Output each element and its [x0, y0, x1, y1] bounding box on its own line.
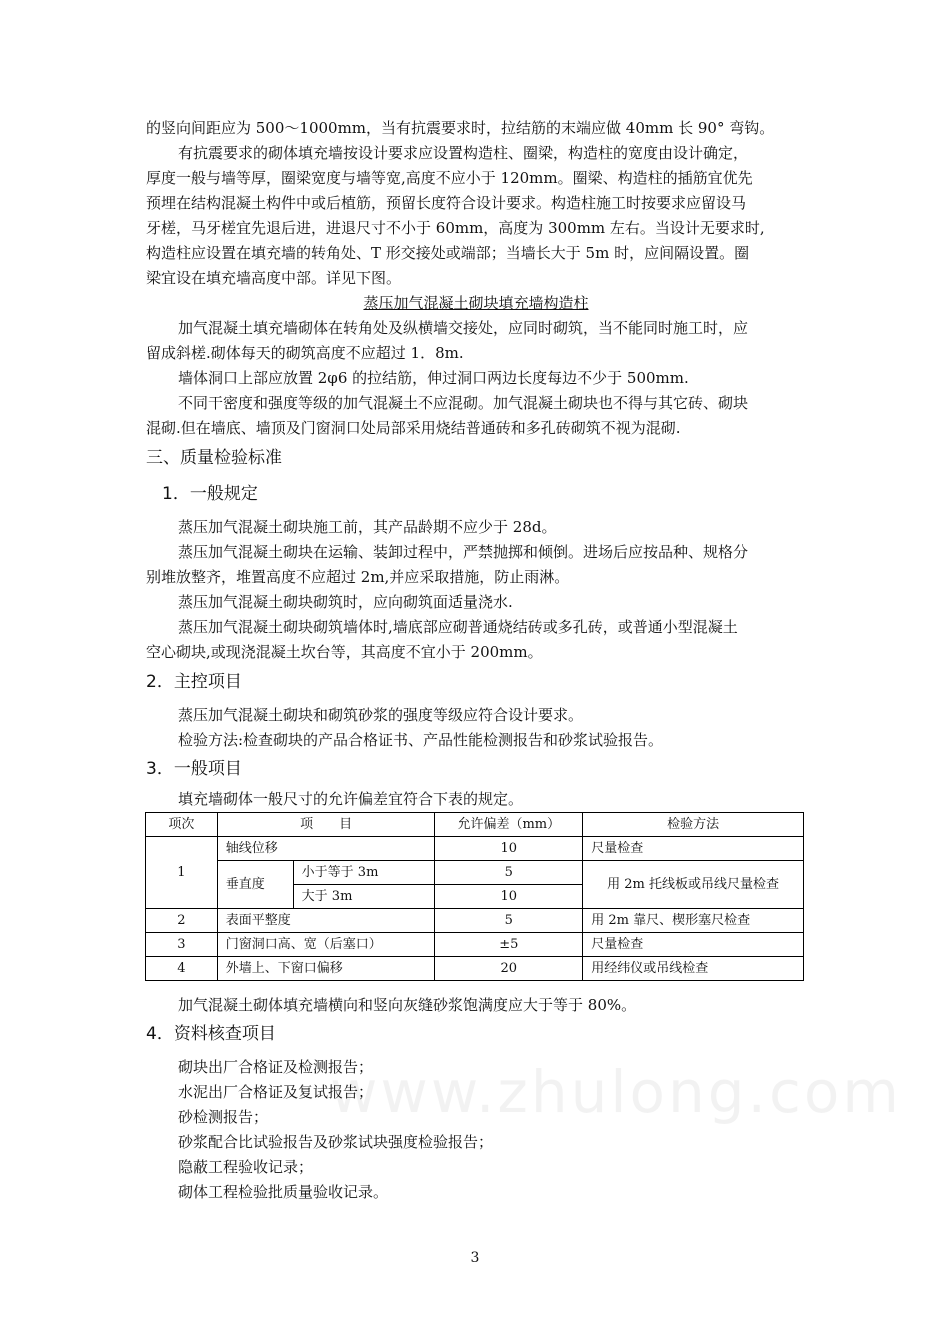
table-row — [146, 861, 804, 885]
paragraph-line: 构造柱应设置在填充墙的转角处、T 形交接处或端部；当墙长大于 5m 时，应间隔设置。圈 — [146, 244, 750, 262]
paragraph-line: 预埋在结构混凝土构件中或后植筋，预留长度符合设计要求。构造柱施工时按要求应留设马 — [146, 194, 747, 212]
paragraph-line: 厚度一般与墙等厚，圈梁宽度与墙等宽,高度不应小于 120mm。圈梁、构造柱的插筋宜优先 — [146, 169, 753, 187]
cell-method: 用 2m 托线板或吊线尺量检查 — [583, 861, 804, 909]
paragraph-line: 墙体洞口上部应放置 2φ6 的拉结筋，伸过洞口两边长度每边不少于 500mm. — [178, 369, 689, 387]
list-item: 水泥出厂合格证及复试报告； — [178, 1083, 374, 1101]
figure-caption[interactable]: 蒸压加气混凝土砌块填充墙构造柱 — [363, 294, 589, 312]
paragraph-line: 混砌.但在墙底、墙顶及门窗洞口处局部采用烧结普通砖和多孔砖砌筑不视为混砌. — [146, 419, 681, 437]
paragraph-line: 空心砌块,或现浇混凝土坎台等，其高度不宜小于 200mm。 — [146, 643, 543, 661]
list-item: 砂检测报告； — [178, 1108, 269, 1126]
cell-tolerance: 10 — [435, 837, 583, 861]
cell-method: 用 2m 靠尺、楔形塞尺检查 — [583, 909, 804, 933]
cell-subitem: 大于 3m — [293, 885, 435, 909]
cell-item: 表面平整度 — [217, 909, 435, 933]
watermark: www.zhulong.com — [330, 1058, 902, 1126]
header-method: 检验方法 — [583, 813, 804, 837]
table-row — [146, 837, 804, 861]
subsection-title: 3．一般项目 — [146, 759, 242, 779]
cell-subitem: 小于等于 3m — [293, 861, 435, 885]
paragraph-line: 别堆放整齐，堆置高度不应超过 2m,并应采取措施，防止雨淋。 — [146, 568, 570, 586]
list-item: 砂浆配合比试验报告及砂浆试块强度检验报告； — [178, 1133, 494, 1151]
list-item: 隐蔽工程验收记录； — [178, 1158, 314, 1176]
cell-no: 1 — [146, 837, 218, 909]
paragraph-line: 蒸压加气混凝土砌块砌筑墙体时,墙底部应砌普通烧结砖或多孔砖，或普通小型混凝土 — [178, 618, 738, 636]
paragraph-line: 的竖向间距应为 500～1000mm，当有抗震要求时，拉结筋的末端应做 40mm 长 90° 弯钩。 — [146, 119, 775, 137]
table-row — [146, 957, 804, 981]
cell-tolerance: 5 — [435, 861, 583, 885]
cell-tolerance: 20 — [435, 957, 583, 981]
cell-tolerance: ±5 — [435, 933, 583, 957]
cell-tolerance: 5 — [435, 909, 583, 933]
paragraph-line: 蒸压加气混凝土砌块施工前，其产品龄期不应少于 28d。 — [178, 518, 557, 536]
cell-item: 轴线位移 — [217, 837, 435, 861]
paragraph-line: 牙槎，马牙槎宜先退后进，进退尺寸不小于 60mm，高度为 300mm 左右。当设计无要求时, — [146, 219, 765, 237]
paragraph-line: 不同干密度和强度等级的加气混凝土不应混砌。加气混凝土砌块也不得与其它砖、砌块 — [178, 394, 749, 412]
paragraph-line: 蒸压加气混凝土砌块和砌筑砂浆的强度等级应符合设计要求。 — [178, 706, 584, 724]
paragraph-line: 有抗震要求的砌体填充墙按设计要求应设置构造柱、圈梁，构造柱的宽度由设计确定， — [178, 144, 749, 162]
table-header-row — [146, 813, 804, 837]
cell-method: 尺量检查 — [583, 837, 804, 861]
header-item: 项 目 — [217, 813, 435, 837]
cell-no: 2 — [146, 909, 218, 933]
page-number: 3 — [470, 1250, 480, 1266]
paragraph-line: 检验方法:检查砌块的产品合格证书、产品性能检测报告和砂浆试验报告。 — [178, 731, 664, 749]
subsection-title: 2．主控项目 — [146, 672, 242, 692]
subsection-title: 4．资料核查项目 — [146, 1024, 276, 1044]
header-no: 项次 — [146, 813, 218, 837]
table-row — [146, 933, 804, 957]
paragraph-line: 留成斜槎.砌体每天的砌筑高度不应超过 1．8m. — [146, 344, 464, 362]
paragraph-line: 蒸压加气混凝土砌块在运输、装卸过程中，严禁抛掷和倾倒。进场后应按品种、规格分 — [178, 543, 749, 561]
list-item: 砌块出厂合格证及检测报告； — [178, 1058, 374, 1076]
cell-no: 4 — [146, 957, 218, 981]
cell-method: 用经纬仪或吊线检查 — [583, 957, 804, 981]
cell-item: 门窗洞口高、宽（后塞口） — [217, 933, 435, 957]
cell-item: 外墙上、下窗口偏移 — [217, 957, 435, 981]
cell-item: 垂直度 — [217, 861, 293, 909]
tolerance-table — [145, 812, 804, 981]
header-tolerance: 允许偏差（mm） — [435, 813, 583, 837]
section-title: 三、质量检验标准 — [146, 448, 282, 468]
paragraph-line: 填充墙砌体一般尺寸的允许偏差宜符合下表的规定。 — [178, 790, 524, 808]
paragraph-line: 加气混凝土砌体填充墙横向和竖向灰缝砂浆饱满度应大于等于 80%。 — [178, 996, 637, 1014]
subsection-title: 1．一般规定 — [162, 484, 258, 504]
paragraph-line: 加气混凝土填充墙砌体在转角处及纵横墙交接处，应同时砌筑，当不能同时施工时，应 — [178, 319, 749, 337]
list-item: 砌体工程检验批质量验收记录。 — [178, 1183, 389, 1201]
paragraph-line: 梁宜设在填充墙高度中部。详见下图。 — [146, 269, 402, 287]
cell-method: 尺量检查 — [583, 933, 804, 957]
paragraph-line: 蒸压加气混凝土砌块砌筑时，应向砌筑面适量浇水. — [178, 593, 513, 611]
cell-no: 3 — [146, 933, 218, 957]
cell-tolerance: 10 — [435, 885, 583, 909]
table-row — [146, 909, 804, 933]
